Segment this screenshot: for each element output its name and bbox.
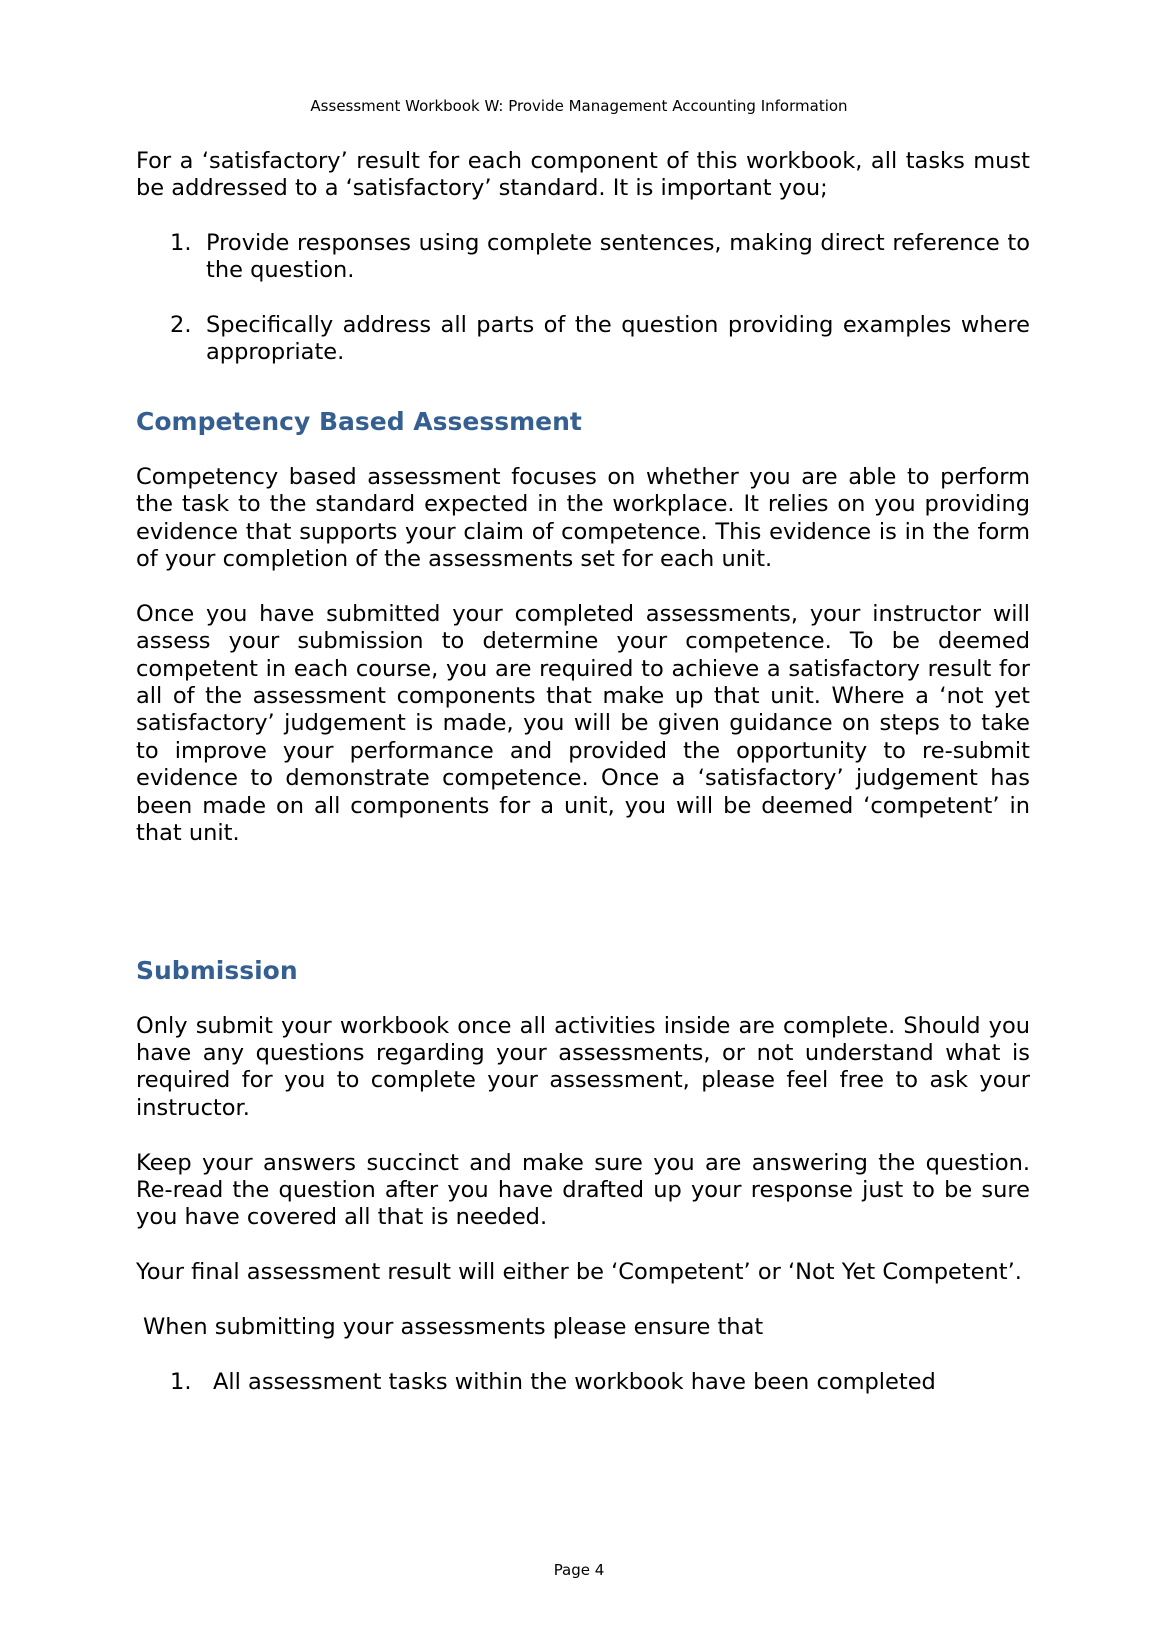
submission-paragraph: Only submit your workbook once all activities inside are complete. Should you have any questions regarding your assessments, or not understand what is required for you to complete your assessment, please feel free to ask your instructor. [136,1012,1030,1121]
document-body [136,148,1030,1396]
requirements-list [136,230,1030,367]
submission-heading: Submission [136,955,298,985]
competency-paragraph: Competency based assessment focuses on whether you are able to perform the task to the standard expected in the workplace. It relies on you providing evidence that supports your claim of competence. This evidence is in the form of your completion of the assessments set for each unit. [136,463,1030,573]
list-item-text: All assessment tasks within the workbook have been completed [213,1368,936,1395]
intro-paragraph: For a ‘satisfactory’ result for each component of this workbook, all tasks must be addressed to a ‘satisfactory’ standard. It is important you; [136,148,1030,202]
list-item [136,1369,1030,1396]
submission-checklist [136,1369,1030,1396]
list-number: 1. [170,229,192,256]
list-item [136,230,1030,285]
list-item [136,312,1030,367]
page-header: Assessment Workbook W: Provide Management Accounting Information [310,97,848,115]
list-number: 1. [170,1368,192,1395]
page-number: Page 4 [553,1561,605,1579]
list-item-text: Specifically address all parts of the question providing examples where appropriate. [206,312,1030,366]
competency-heading: Competency Based Assessment [136,406,582,436]
submission-paragraph: Keep your answers succinct and make sure you are answering the question. Re-read the question after you have drafted up your response just to be sure you have covered all that is needed. [136,1149,1030,1231]
competency-paragraph: Once you have submitted your completed assessments, your instructor will assess your submission to determine your competence. To be deemed competent in each course, you are required to achieve a satisfactory result for all of the assessment components that make up that unit. Where a ‘not yet satisfactory’ judgement is made, you will be given guidance on steps to take to improve your performance and provided the opportunity to re-submit evidence to demonstrate competence. Once a ‘satisfactory’ judgement has been made on all components for a unit, you will be deemed ‘competent’ in that unit. [136,600,1030,847]
list-number: 2. [170,312,192,339]
list-item-text: Provide responses using complete sentences, making direct reference to the question. [206,229,1030,284]
submission-paragraph: Your final assessment result will either be ‘Competent’ or ‘Not Yet Competent’. [136,1259,1022,1286]
checklist-intro: When submitting your assessments please ensure that [143,1313,764,1340]
